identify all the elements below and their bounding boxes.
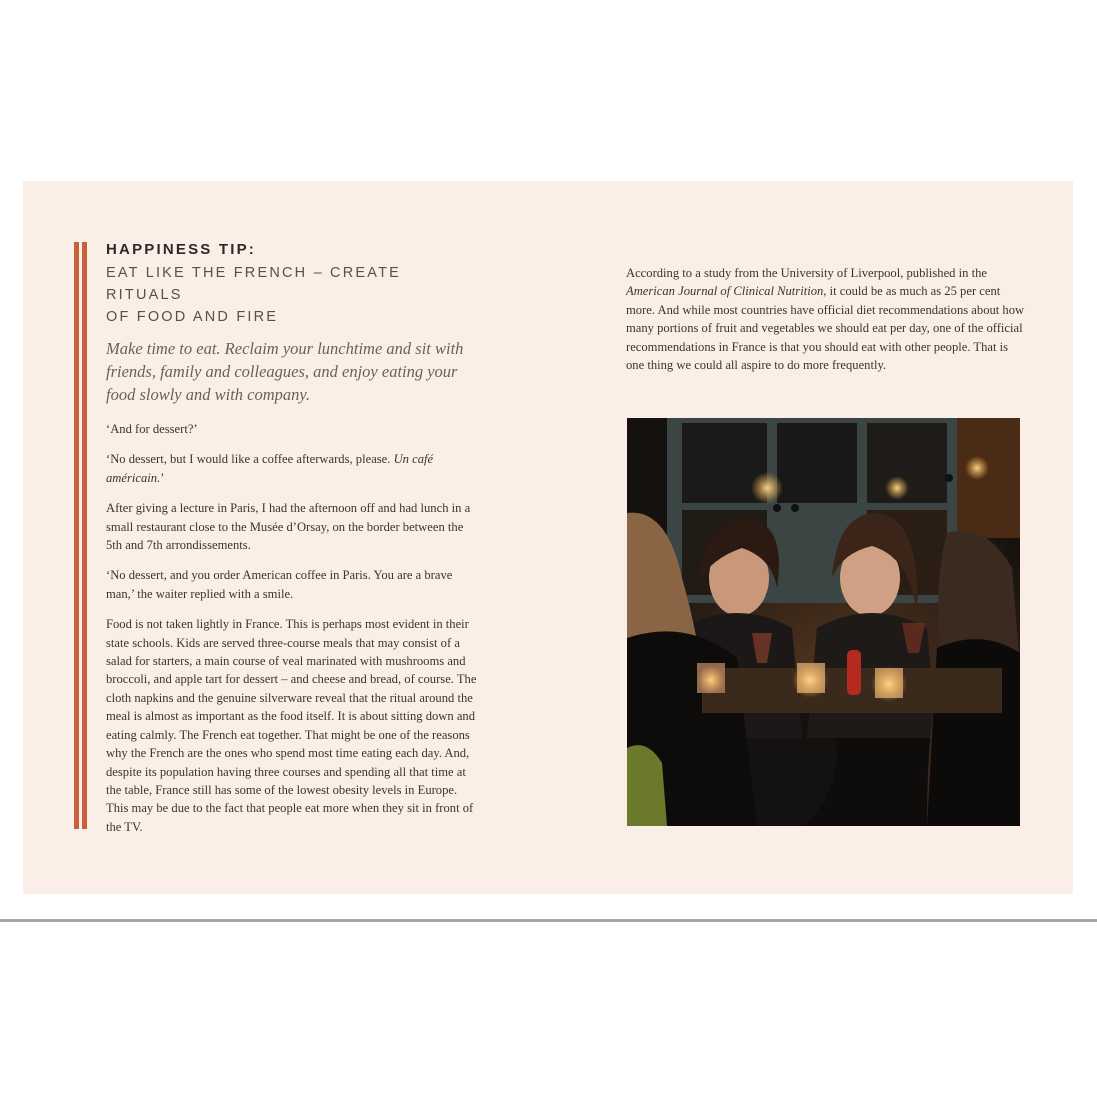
paragraph-lecture: After giving a lecture in Paris, I had the afternoon off and had lunch in a small restaurant close to the Musée d’Orsay, on the border between the 5th and 7th arrondissements.: [106, 501, 471, 553]
paragraph-study: [626, 264, 1026, 374]
paragraph-waiter: ‘No dessert, and you order American coffee in Paris. You are a brave man,’ the waiter replied with a smile.: [106, 568, 453, 601]
dinner-photo: [627, 418, 1020, 826]
coffee-reply-end: ’: [160, 470, 165, 485]
tip-label: HAPPINESS TIP:: [106, 241, 256, 258]
paragraph-dessert-question: ‘And for dessert?’: [106, 422, 198, 436]
paragraph-food-in-france: Food is not taken lightly in France. This is perhaps most evident in their state schools. Kids are served three-course meals that may consist of a salad for starters, a main course of veal marinated with mushrooms and broccoli, and apple tart for dessert – and cheese and bread, of course. The cloth napkins and the genuine silverware reveal that the ritual around the meal is almost as important as the food itself. It is about sitting down and eating calmly. The French eat together. That might be one of the reasons why the French are the ones who spend most time eating each day. And, despite its population having three courses and spending all that time at the table, France still has some of the lowest obesity levels in Europe. This may be due to the fact that people eat more when they sit in front of the TV.: [106, 617, 477, 834]
intro-text: Make time to eat. Reclaim your lunchtime and sit with friends, family and colleagues, and enjoy eating your food slowly and with company.: [106, 339, 464, 404]
study-text-before: According to a study from the University of Liverpool, published in the: [626, 266, 987, 280]
accent-bar-right: [82, 242, 87, 829]
accent-bar-left: [74, 242, 79, 829]
tip-title: [106, 262, 478, 328]
paragraph-coffee-reply: [106, 450, 478, 487]
left-column: [106, 240, 478, 836]
bottom-divider: [0, 919, 1097, 922]
tip-title-line1: EAT LIKE THE FRENCH – CREATE RITUALS: [106, 265, 401, 303]
tip-title-line2: OF FOOD AND FIRE: [106, 309, 279, 325]
journal-name: American Journal of Clinical Nutrition: [626, 284, 824, 299]
study-text-after: , it could be as much as 25 per cent more. And while most countries have official diet recommendations about how many portions of fruit and vegetables we should eat per day, one of the official recommendations in France is that you should eat with other people. That is one thing we could all aspire to do more frequently.: [626, 284, 1025, 373]
coffee-reply-italic: Un café américain.: [106, 452, 434, 485]
right-column: [626, 264, 1026, 374]
coffee-reply-text: ‘No dessert, but I would like a coffee afterwards, please.: [106, 452, 394, 467]
